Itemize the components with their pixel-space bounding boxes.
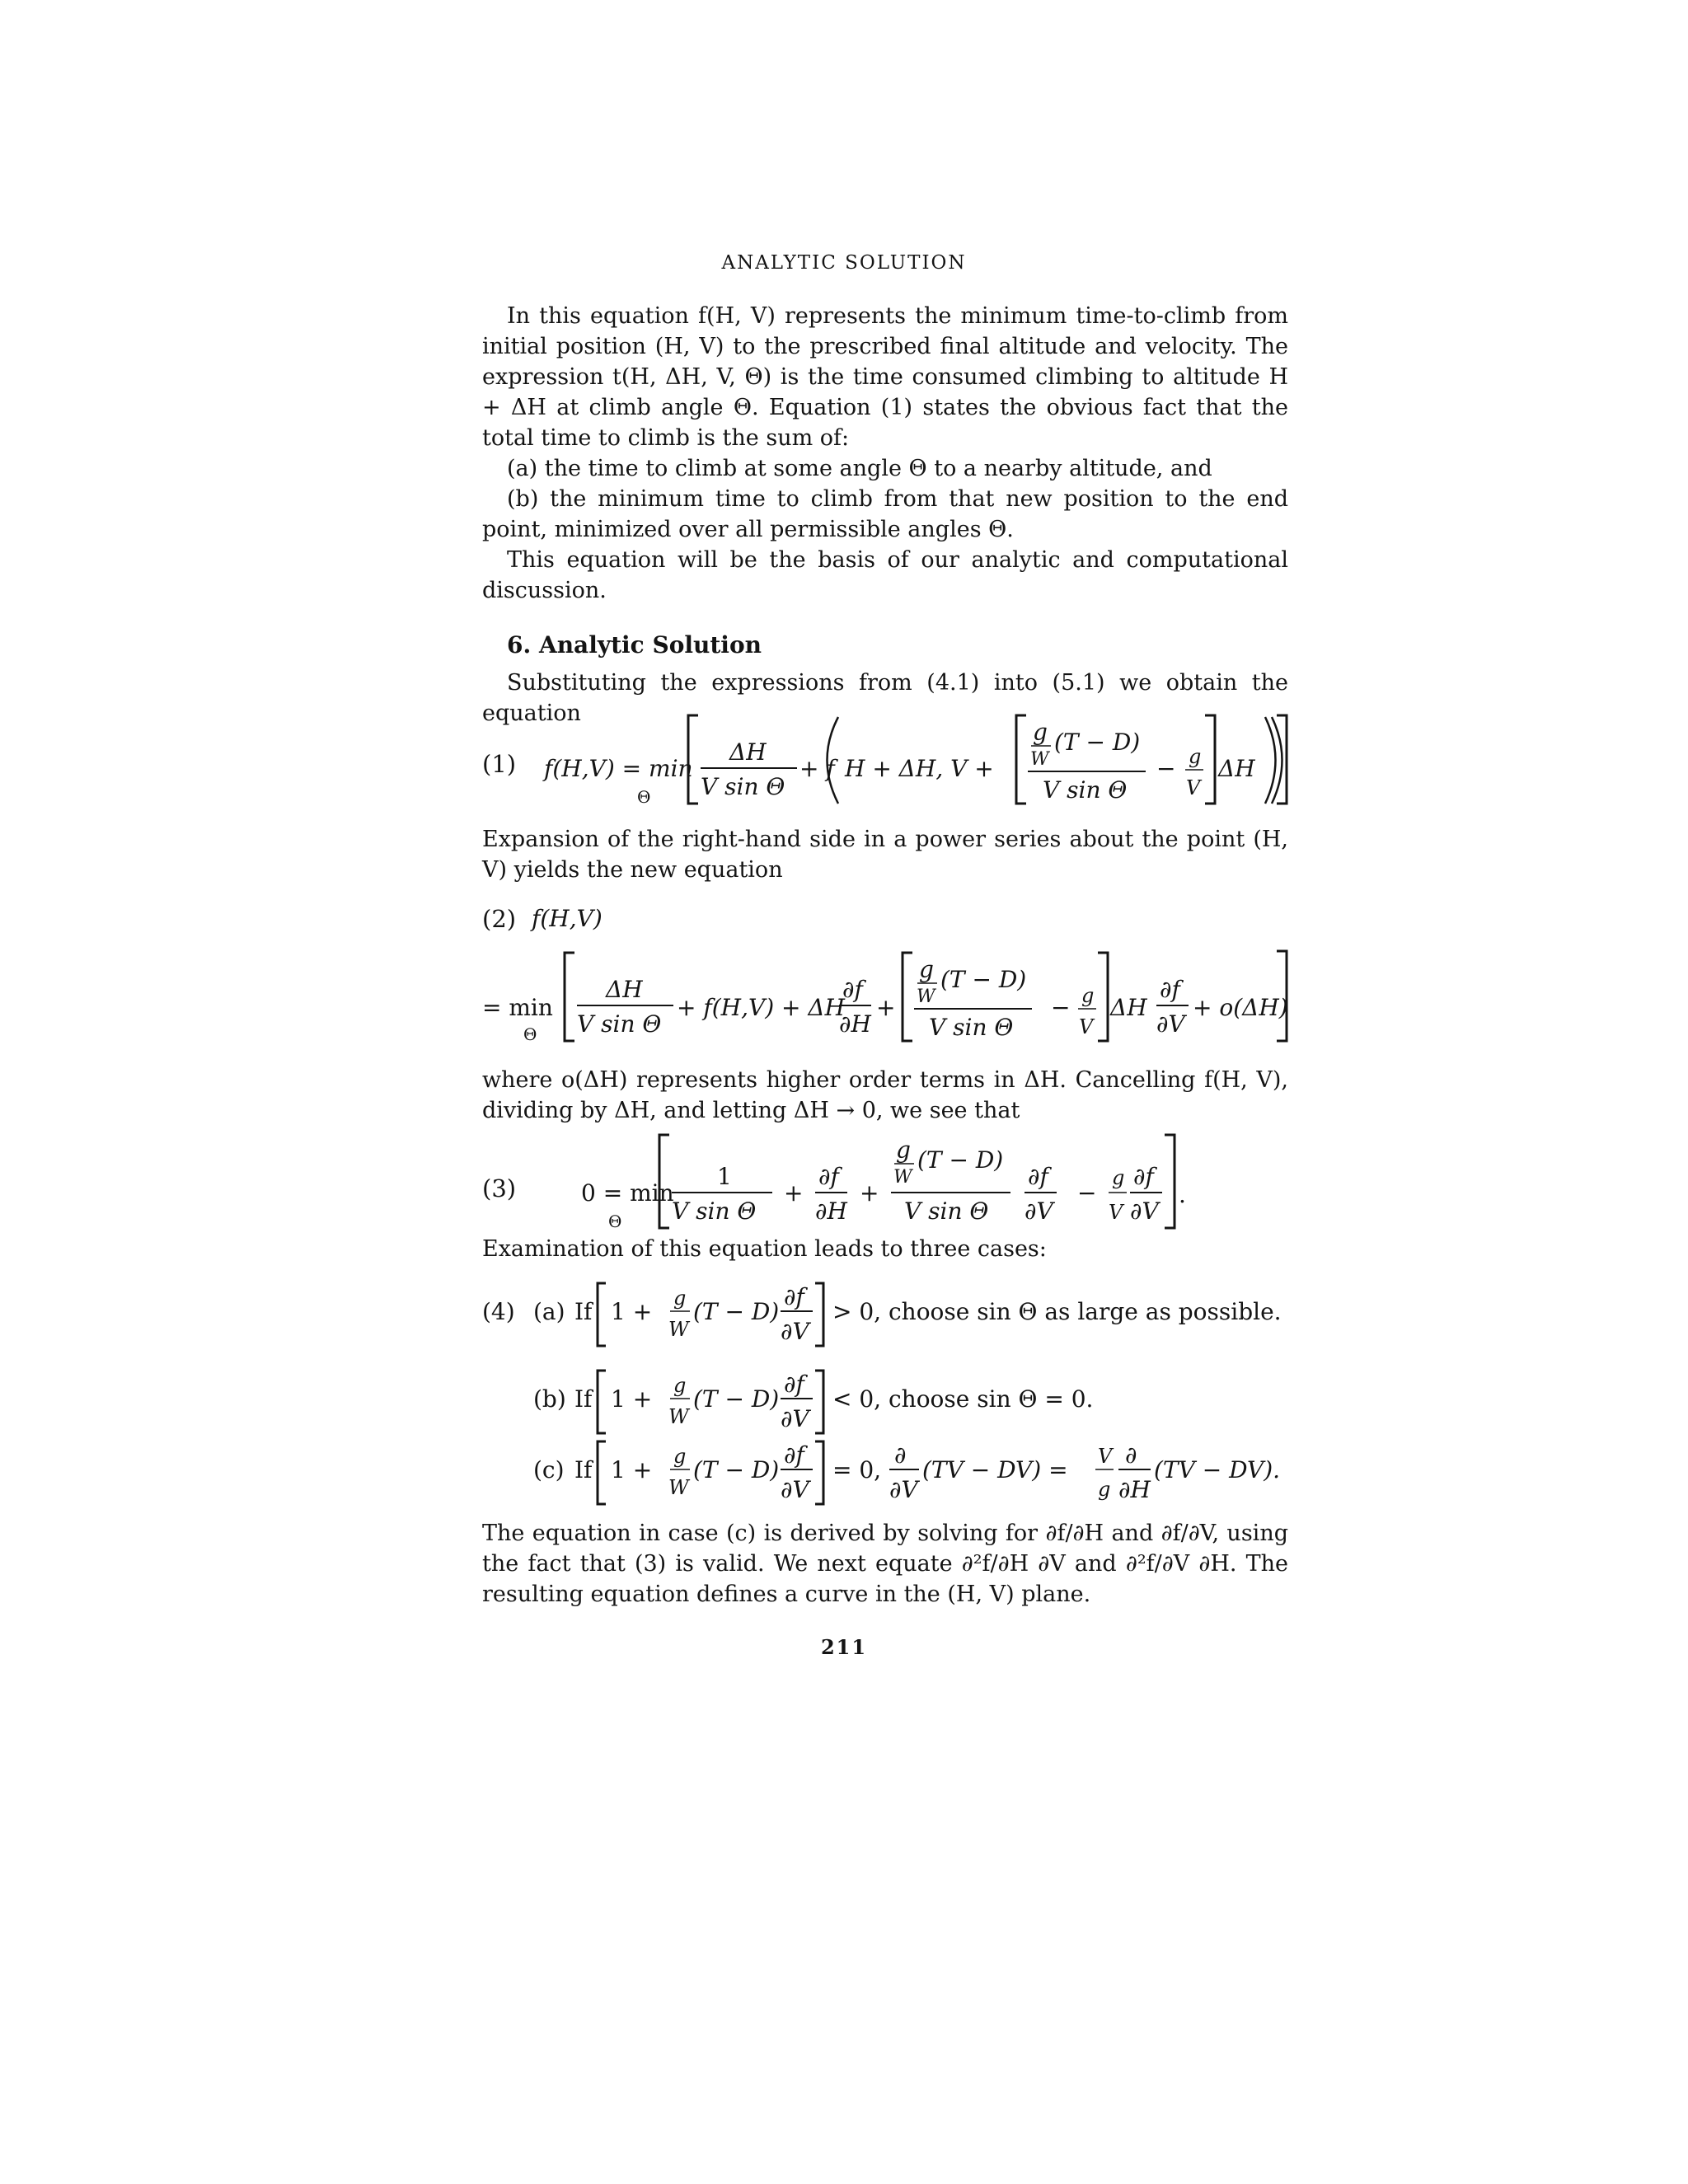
eq4-c-one-plus: 1 + — [611, 1456, 653, 1483]
eq1-lhs: f(H,V) = min — [544, 755, 693, 782]
eq1-td: (T − D) — [1054, 729, 1141, 756]
eq2-eqmin: = min — [482, 994, 553, 1021]
eq4-a-g: g — [673, 1286, 687, 1310]
equation-2 — [482, 905, 1288, 1053]
equation-3 — [482, 1125, 1288, 1240]
intro-paragraph-2: This equation will be the basis of our analytic and computational discussion. — [482, 547, 1288, 603]
eq3-dH: ∂H — [815, 1197, 847, 1225]
eq1-vsin-2: V sin Θ — [1043, 776, 1128, 804]
eq4-c-if: If — [574, 1456, 593, 1483]
eq3-df: ∂f — [818, 1163, 839, 1190]
eq4-c-dV2: ∂V — [889, 1476, 918, 1503]
eq4-a-tail: > 0, choose sin Θ as large as possible. — [832, 1298, 1282, 1325]
eq4-c-g: g — [673, 1445, 687, 1468]
eq2-w: W — [917, 987, 935, 1007]
eq3-g: g — [896, 1137, 911, 1164]
eq3-plus: + — [784, 1179, 804, 1207]
eq4-c-dV: ∂V — [781, 1476, 809, 1503]
eq2-df: ∂f — [842, 976, 863, 1003]
eq3-vsin: V sin Θ — [672, 1197, 757, 1225]
equation-number: (2) — [482, 905, 517, 933]
eq2-dH: ∂H — [839, 1010, 871, 1038]
eq3-g2: g — [1112, 1166, 1125, 1189]
eq1-tail-dh: ΔH — [1218, 755, 1255, 782]
running-head: ANALYTIC SOLUTION — [721, 252, 967, 274]
eq4-c-w: W — [668, 1476, 689, 1499]
eq4-c-d: ∂ — [894, 1441, 907, 1469]
eq2-minus: − — [1051, 994, 1071, 1021]
eq3-lhs: 0 = min — [581, 1179, 674, 1207]
section-heading: 6. Analytic Solution — [507, 631, 762, 658]
eq2-g: g — [919, 956, 934, 983]
eq2-df-2: ∂f — [1160, 976, 1180, 1003]
intro-paragraph: In this equation f(H, V) represents the minimum time-to-climb from initial position (H, V) to the prescribed final altitude and velocity. The expression t(H, ΔH, V, Θ) is the time consumed climbing to altitude H + ΔH at climb angle Θ. Equation (1) states the obvious fact that the total time to climb is the sum of: — [482, 303, 1288, 451]
eq4-b-if: If — [574, 1385, 593, 1413]
eq4-b-label: (b) — [533, 1385, 566, 1413]
eq3-df-3: ∂f — [1133, 1163, 1154, 1190]
equation-number: (3) — [482, 1174, 517, 1202]
eq4-a-td: (T − D) — [693, 1298, 780, 1325]
eq1-arg: H + ΔH, V + — [845, 755, 994, 782]
equation-4 — [482, 1273, 1288, 1521]
eq4-b-w: W — [668, 1405, 689, 1428]
equation-4-math — [482, 1273, 1288, 1521]
eq1-plus-f: + f — [799, 755, 835, 782]
eq2-sub: Θ — [523, 1024, 537, 1044]
eq4-c-d2: ∂ — [1125, 1441, 1137, 1469]
eq4-c-tv: (TV − DV) = — [922, 1456, 1068, 1483]
eq3-sub: Θ — [608, 1212, 622, 1231]
eq2-vsin: V sin Θ — [577, 1010, 662, 1038]
eq3-end: . — [1179, 1181, 1186, 1208]
section-paragraph-4: Examination of this equation leads to three cases: — [482, 1236, 1047, 1262]
eq4-c-dH: ∂H — [1118, 1476, 1151, 1503]
eq3-df-2: ∂f — [1028, 1163, 1048, 1190]
eq4-c-td: (T − D) — [693, 1456, 780, 1483]
eq2-mid: + f(H,V) + ΔH — [677, 994, 846, 1021]
eq3-dV-2: ∂V — [1130, 1197, 1159, 1225]
equation-1 — [482, 709, 1288, 816]
eq1-v: V — [1186, 776, 1201, 799]
eq3-vsin-2: V sin Θ — [904, 1197, 989, 1225]
eq3-minus: − — [1077, 1179, 1097, 1207]
section-paragraph-3: where o(ΔH) represents higher order terms in ΔH. Cancelling f(H, V), dividing by ΔH, and letting ΔH → 0, we see that — [482, 1067, 1288, 1123]
eq4-c-v: V — [1098, 1445, 1113, 1468]
eq4-c-tail: = 0, — [832, 1456, 882, 1483]
eq1-vsin: V sin Θ — [701, 773, 785, 800]
equation-2-math — [482, 905, 1288, 1053]
eq4-a-if: If — [574, 1298, 593, 1325]
eq2-g2: g — [1081, 984, 1095, 1007]
eq3-td: (T − D) — [917, 1146, 1004, 1174]
eq4-a-label: (a) — [533, 1298, 565, 1325]
intro-item-b: (b) the minimum time to climb from that new position to the end point, minimized over all permissible angles Θ. — [482, 486, 1288, 542]
eq1-g2: g — [1189, 745, 1202, 768]
equation-1-math — [482, 709, 1288, 816]
eq1-w: W — [1030, 749, 1049, 770]
eq4-num: (4) — [482, 1298, 515, 1325]
eq2-dV: ∂V — [1156, 1010, 1185, 1038]
eq2-dh: ΔH — [606, 976, 643, 1003]
section-paragraph-2: Expansion of the right-hand side in a power series about the point (H, V) yields the new equation — [482, 827, 1288, 883]
eq4-c-end: (TV − DV). — [1154, 1456, 1281, 1483]
eq2-lhs: f(H,V) — [532, 905, 603, 932]
section-paragraph-1: Substituting the expressions from (4.1) into (5.1) we obtain the equation — [482, 670, 1288, 726]
eq2-vsin-2: V sin Θ — [929, 1014, 1014, 1041]
eq2-plus: + — [876, 994, 896, 1021]
eq4-b-one-plus: 1 + — [611, 1385, 653, 1413]
section-paragraph-5: The equation in case (c) is derived by solving for ∂f/∂H and ∂f/∂V, using the fact that (3) is valid. We next equate ∂²f/∂H ∂V and ∂²f/∂V ∂H. The resulting equation defines a curve in the (H, V) plane. — [482, 1521, 1288, 1607]
eq2-v: V — [1079, 1015, 1094, 1038]
eq3-dV: ∂V — [1025, 1197, 1053, 1225]
eq4-c-g2: g — [1098, 1478, 1111, 1501]
eq2-td: (T − D) — [940, 966, 1027, 993]
intro-block — [482, 301, 1288, 606]
eq4-b-dV: ∂V — [781, 1405, 809, 1432]
eq4-b-g: g — [673, 1374, 687, 1397]
eq3-plus-2: + — [860, 1179, 879, 1207]
eq3-one: 1 — [717, 1163, 732, 1190]
eq1-minus: − — [1156, 755, 1176, 782]
intro-item-a: (a) the time to climb at some angle Θ to a nearby altitude, and — [507, 456, 1212, 481]
equation-3-math — [482, 1125, 1288, 1240]
page-number: 211 — [820, 1635, 868, 1659]
eq2-odh: + o(ΔH) — [1193, 994, 1288, 1021]
equation-number: (1) — [482, 750, 517, 778]
eq3-w: W — [893, 1167, 912, 1188]
eq4-a-one-plus: 1 + — [611, 1298, 653, 1325]
eq3-v: V — [1109, 1201, 1123, 1224]
eq4-c-label: (c) — [533, 1456, 565, 1483]
eq4-a-dV: ∂V — [781, 1318, 809, 1345]
eq4-c-df: ∂f — [784, 1441, 804, 1469]
eq1-dh: ΔH — [729, 738, 767, 766]
eq1-g: g — [1033, 719, 1048, 746]
eq4-b-df: ∂f — [784, 1371, 804, 1398]
eq4-b-td: (T − D) — [693, 1385, 780, 1413]
eq2-tail-dh: ΔH — [1110, 994, 1147, 1021]
eq4-a-w: W — [668, 1318, 689, 1341]
eq4-a-df: ∂f — [784, 1283, 804, 1310]
eq4-b-tail: < 0, choose sin Θ = 0. — [832, 1385, 1094, 1413]
eq1-sub: Θ — [637, 787, 651, 807]
